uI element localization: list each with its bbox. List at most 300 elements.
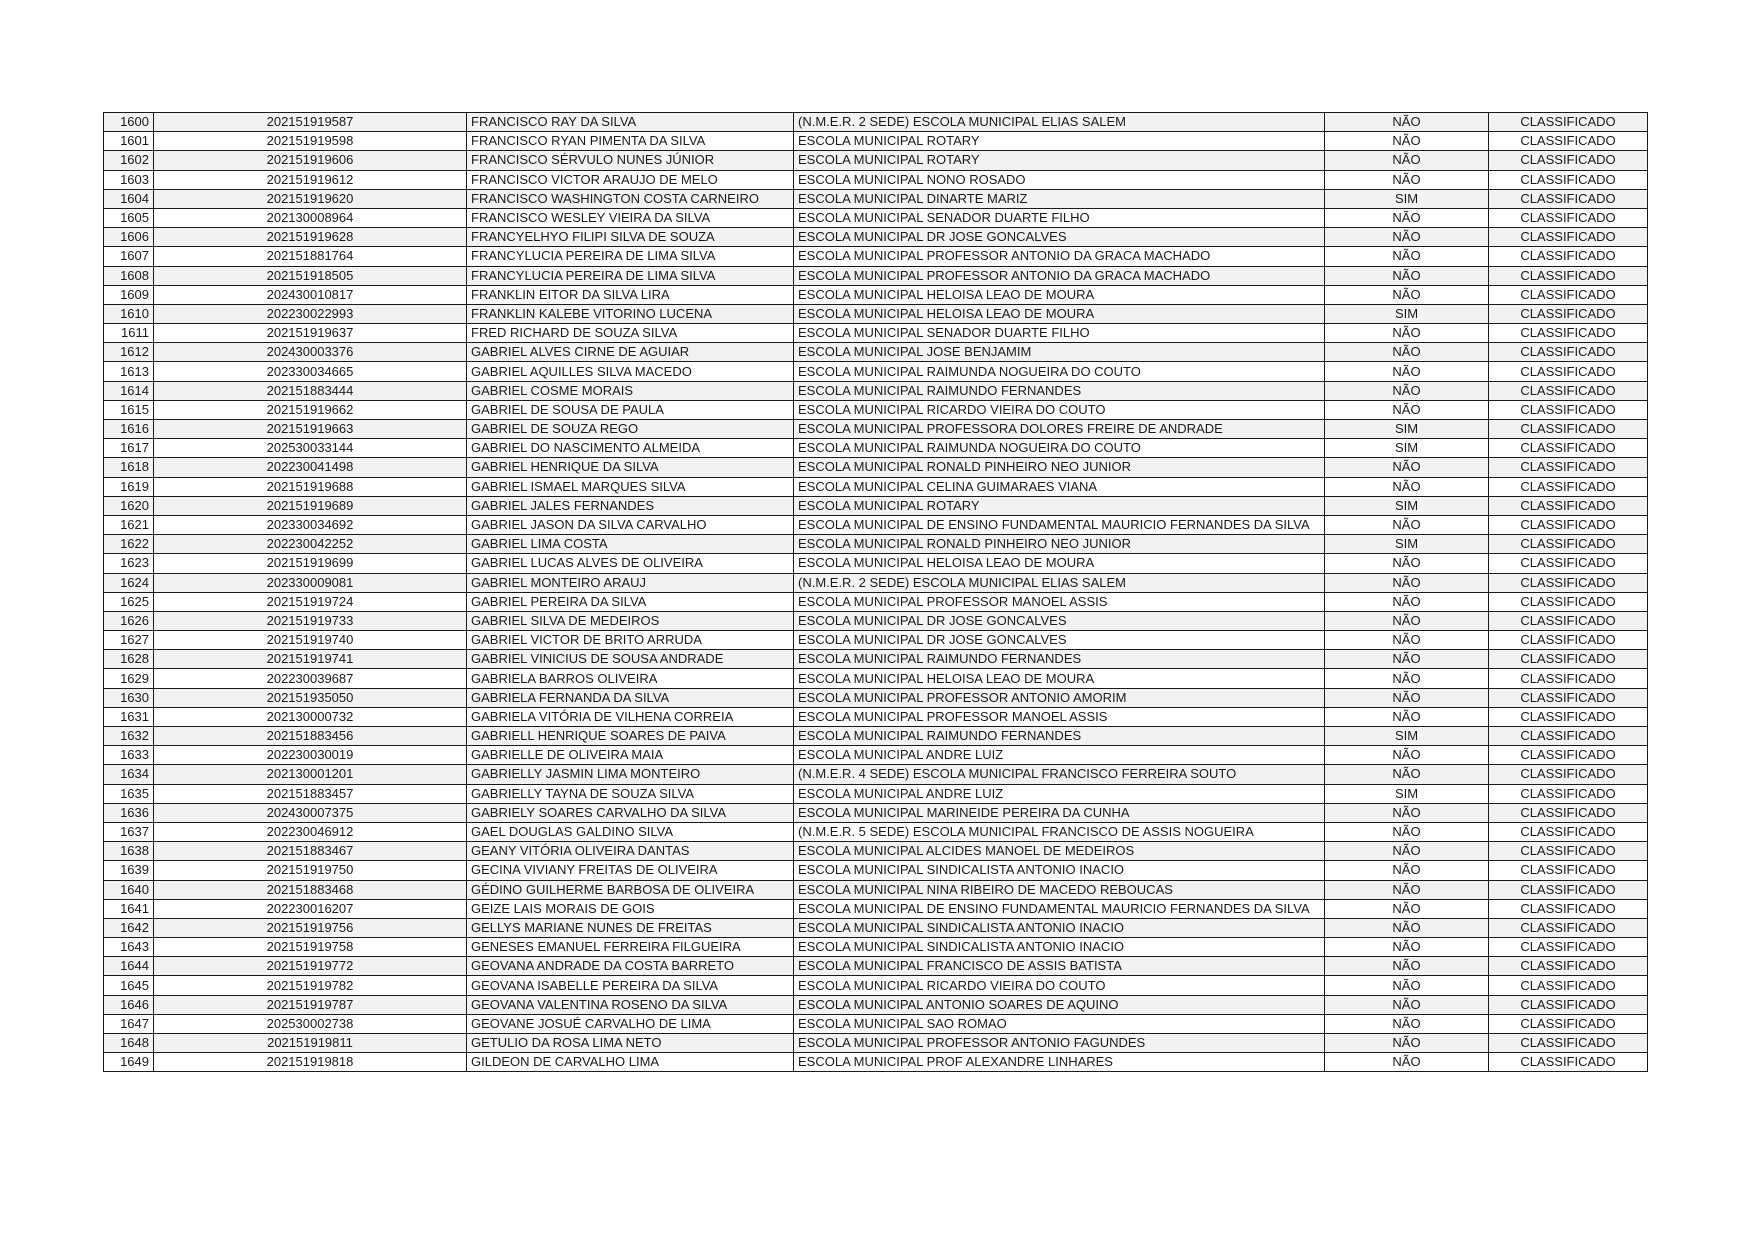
student-name: GABRIEL HENRIQUE DA SILVA	[467, 458, 794, 477]
status-value: CLASSIFICADO	[1489, 439, 1648, 458]
school-name: ESCOLA MUNICIPAL RONALD PINHEIRO NEO JUNIOR	[794, 458, 1325, 477]
row-number: 1610	[104, 304, 154, 323]
table-row	[104, 669, 1648, 688]
table-row	[104, 228, 1648, 247]
table-row	[104, 650, 1648, 669]
school-name: ESCOLA MUNICIPAL JOSE BENJAMIM	[794, 343, 1325, 362]
school-name: ESCOLA MUNICIPAL RAIMUNDA NOGUEIRA DO COUTO	[794, 439, 1325, 458]
registration-id: 202151919741	[154, 650, 467, 669]
flag-value: NÃO	[1325, 247, 1489, 266]
registration-id: 202430007375	[154, 803, 467, 822]
table-row	[104, 362, 1648, 381]
student-name: FRANCISCO SÉRVULO NUNES JÚNIOR	[467, 151, 794, 170]
student-name: GEIZE LAIS MORAIS DE GOIS	[467, 899, 794, 918]
table-row	[104, 304, 1648, 323]
row-number: 1642	[104, 918, 154, 937]
table-row	[104, 439, 1648, 458]
status-value: CLASSIFICADO	[1489, 1014, 1648, 1033]
student-name: GABRIEL LUCAS ALVES DE OLIVEIRA	[467, 554, 794, 573]
registration-id: 202151883456	[154, 727, 467, 746]
student-name: GABRIEL MONTEIRO ARAUJ	[467, 573, 794, 592]
row-number: 1605	[104, 208, 154, 227]
status-value: CLASSIFICADO	[1489, 285, 1648, 304]
status-value: CLASSIFICADO	[1489, 957, 1648, 976]
flag-value: NÃO	[1325, 285, 1489, 304]
table-row	[104, 477, 1648, 496]
school-name: ESCOLA MUNICIPAL ROTARY	[794, 132, 1325, 151]
row-number: 1611	[104, 324, 154, 343]
row-number: 1623	[104, 554, 154, 573]
status-value: CLASSIFICADO	[1489, 861, 1648, 880]
school-name: ESCOLA MUNICIPAL HELOISA LEAO DE MOURA	[794, 285, 1325, 304]
student-name: GABRIEL LIMA COSTA	[467, 535, 794, 554]
school-name: ESCOLA MUNICIPAL PROFESSOR ANTONIO FAGUNDES	[794, 1034, 1325, 1053]
student-name: FRANCISCO VICTOR ARAUJO DE MELO	[467, 170, 794, 189]
flag-value: NÃO	[1325, 362, 1489, 381]
table-row	[104, 1014, 1648, 1033]
table-row	[104, 285, 1648, 304]
table-row	[104, 420, 1648, 439]
table-row	[104, 1053, 1648, 1072]
row-number: 1641	[104, 899, 154, 918]
status-value: CLASSIFICADO	[1489, 746, 1648, 765]
student-name: GABRIELA BARROS OLIVEIRA	[467, 669, 794, 688]
flag-value: NÃO	[1325, 995, 1489, 1014]
table-row	[104, 918, 1648, 937]
table-row	[104, 861, 1648, 880]
status-value: CLASSIFICADO	[1489, 688, 1648, 707]
registration-id: 202151919620	[154, 189, 467, 208]
status-value: CLASSIFICADO	[1489, 324, 1648, 343]
school-name: ESCOLA MUNICIPAL SINDICALISTA ANTONIO INACIO	[794, 861, 1325, 880]
table-row	[104, 727, 1648, 746]
table-row	[104, 611, 1648, 630]
table-row	[104, 765, 1648, 784]
student-name: FRANCISCO WASHINGTON COSTA CARNEIRO	[467, 189, 794, 208]
flag-value: SIM	[1325, 784, 1489, 803]
row-number: 1645	[104, 976, 154, 995]
registration-id: 202151919782	[154, 976, 467, 995]
status-value: CLASSIFICADO	[1489, 899, 1648, 918]
flag-value: NÃO	[1325, 976, 1489, 995]
row-number: 1637	[104, 822, 154, 841]
flag-value: NÃO	[1325, 746, 1489, 765]
table-row	[104, 688, 1648, 707]
registration-id: 202230046912	[154, 822, 467, 841]
student-name: GABRIEL COSME MORAIS	[467, 381, 794, 400]
status-value: CLASSIFICADO	[1489, 132, 1648, 151]
row-number: 1629	[104, 669, 154, 688]
table-row	[104, 938, 1648, 957]
status-value: CLASSIFICADO	[1489, 400, 1648, 419]
school-name: ESCOLA MUNICIPAL HELOISA LEAO DE MOURA	[794, 669, 1325, 688]
registration-id: 202151919662	[154, 400, 467, 419]
status-value: CLASSIFICADO	[1489, 113, 1648, 132]
flag-value: SIM	[1325, 304, 1489, 323]
table-row	[104, 189, 1648, 208]
status-value: CLASSIFICADO	[1489, 343, 1648, 362]
registration-id: 202151919756	[154, 918, 467, 937]
school-name: ESCOLA MUNICIPAL DINARTE MARIZ	[794, 189, 1325, 208]
school-name: (N.M.E.R. 4 SEDE) ESCOLA MUNICIPAL FRANCISCO FERREIRA SOUTO	[794, 765, 1325, 784]
school-name: ESCOLA MUNICIPAL ANDRE LUIZ	[794, 784, 1325, 803]
status-value: CLASSIFICADO	[1489, 170, 1648, 189]
school-name: ESCOLA MUNICIPAL SINDICALISTA ANTONIO INACIO	[794, 918, 1325, 937]
student-name: GABRIEL SILVA DE MEDEIROS	[467, 611, 794, 630]
flag-value: NÃO	[1325, 228, 1489, 247]
flag-value: NÃO	[1325, 957, 1489, 976]
row-number: 1624	[104, 573, 154, 592]
table-row	[104, 899, 1648, 918]
registration-id: 202530033144	[154, 439, 467, 458]
school-name: ESCOLA MUNICIPAL SENADOR DUARTE FILHO	[794, 324, 1325, 343]
status-value: CLASSIFICADO	[1489, 822, 1648, 841]
student-name: GABRIEL AQUILLES SILVA MACEDO	[467, 362, 794, 381]
school-name: ESCOLA MUNICIPAL SINDICALISTA ANTONIO INACIO	[794, 938, 1325, 957]
table-body	[104, 113, 1648, 1072]
status-value: CLASSIFICADO	[1489, 381, 1648, 400]
status-value: CLASSIFICADO	[1489, 189, 1648, 208]
status-value: CLASSIFICADO	[1489, 631, 1648, 650]
status-value: CLASSIFICADO	[1489, 515, 1648, 534]
table-row	[104, 208, 1648, 227]
table-row	[104, 151, 1648, 170]
row-number: 1604	[104, 189, 154, 208]
table-row	[104, 535, 1648, 554]
registration-id: 202151883467	[154, 842, 467, 861]
status-value: CLASSIFICADO	[1489, 266, 1648, 285]
flag-value: NÃO	[1325, 266, 1489, 285]
registration-id: 202151883457	[154, 784, 467, 803]
status-value: CLASSIFICADO	[1489, 535, 1648, 554]
registration-id: 202230041498	[154, 458, 467, 477]
status-value: CLASSIFICADO	[1489, 208, 1648, 227]
classification-table	[103, 112, 1648, 1072]
flag-value: NÃO	[1325, 880, 1489, 899]
registration-id: 202130008964	[154, 208, 467, 227]
flag-value: NÃO	[1325, 477, 1489, 496]
row-number: 1627	[104, 631, 154, 650]
student-name: GAEL DOUGLAS GALDINO SILVA	[467, 822, 794, 841]
student-name: GABRIEL JASON DA SILVA CARVALHO	[467, 515, 794, 534]
row-number: 1634	[104, 765, 154, 784]
status-value: CLASSIFICADO	[1489, 247, 1648, 266]
table-row	[104, 113, 1648, 132]
registration-id: 202151883468	[154, 880, 467, 899]
status-value: CLASSIFICADO	[1489, 573, 1648, 592]
school-name: ESCOLA MUNICIPAL DR JOSE GONCALVES	[794, 228, 1325, 247]
flag-value: NÃO	[1325, 208, 1489, 227]
row-number: 1602	[104, 151, 154, 170]
flag-value: NÃO	[1325, 554, 1489, 573]
table-row	[104, 343, 1648, 362]
row-number: 1619	[104, 477, 154, 496]
row-number: 1614	[104, 381, 154, 400]
status-value: CLASSIFICADO	[1489, 727, 1648, 746]
row-number: 1618	[104, 458, 154, 477]
school-name: ESCOLA MUNICIPAL CELINA GUIMARAES VIANA	[794, 477, 1325, 496]
school-name: ESCOLA MUNICIPAL ROTARY	[794, 496, 1325, 515]
student-name: FRANCYLUCIA PEREIRA DE LIMA SILVA	[467, 266, 794, 285]
registration-id: 202151919628	[154, 228, 467, 247]
row-number: 1621	[104, 515, 154, 534]
student-name: GILDEON DE CARVALHO LIMA	[467, 1053, 794, 1072]
registration-id: 202151919818	[154, 1053, 467, 1072]
status-value: CLASSIFICADO	[1489, 151, 1648, 170]
school-name: ESCOLA MUNICIPAL PROFESSOR MANOEL ASSIS	[794, 592, 1325, 611]
row-number: 1632	[104, 727, 154, 746]
student-name: GABRIEL VICTOR DE BRITO ARRUDA	[467, 631, 794, 650]
school-name: ESCOLA MUNICIPAL RAIMUNDO FERNANDES	[794, 381, 1325, 400]
student-name: GABRIELA FERNANDA DA SILVA	[467, 688, 794, 707]
status-value: CLASSIFICADO	[1489, 362, 1648, 381]
registration-id: 202151919637	[154, 324, 467, 343]
school-name: ESCOLA MUNICIPAL DR JOSE GONCALVES	[794, 631, 1325, 650]
student-name: GENESES EMANUEL FERREIRA FILGUEIRA	[467, 938, 794, 957]
table-row	[104, 496, 1648, 515]
table-row	[104, 170, 1648, 189]
student-name: FRANCISCO RYAN PIMENTA DA SILVA	[467, 132, 794, 151]
row-number: 1600	[104, 113, 154, 132]
school-name: ESCOLA MUNICIPAL DE ENSINO FUNDAMENTAL MAURICIO FERNANDES DA SILVA	[794, 899, 1325, 918]
row-number: 1626	[104, 611, 154, 630]
row-number: 1639	[104, 861, 154, 880]
row-number: 1620	[104, 496, 154, 515]
student-name: GABRIEL JALES FERNANDES	[467, 496, 794, 515]
status-value: CLASSIFICADO	[1489, 880, 1648, 899]
flag-value: NÃO	[1325, 592, 1489, 611]
school-name: ESCOLA MUNICIPAL ALCIDES MANOEL DE MEDEIROS	[794, 842, 1325, 861]
status-value: CLASSIFICADO	[1489, 304, 1648, 323]
school-name: ESCOLA MUNICIPAL RAIMUNDO FERNANDES	[794, 650, 1325, 669]
status-value: CLASSIFICADO	[1489, 458, 1648, 477]
school-name: ESCOLA MUNICIPAL DE ENSINO FUNDAMENTAL MAURICIO FERNANDES DA SILVA	[794, 515, 1325, 534]
table-row	[104, 1034, 1648, 1053]
registration-id: 202151919598	[154, 132, 467, 151]
table-row	[104, 995, 1648, 1014]
status-value: CLASSIFICADO	[1489, 477, 1648, 496]
registration-id: 202151919724	[154, 592, 467, 611]
registration-id: 202151881764	[154, 247, 467, 266]
school-name: (N.M.E.R. 5 SEDE) ESCOLA MUNICIPAL FRANCISCO DE ASSIS NOGUEIRA	[794, 822, 1325, 841]
flag-value: NÃO	[1325, 132, 1489, 151]
school-name: ESCOLA MUNICIPAL PROFESSORA DOLORES FREIRE DE ANDRADE	[794, 420, 1325, 439]
table-row	[104, 842, 1648, 861]
student-name: GABRIEL DE SOUZA REGO	[467, 420, 794, 439]
registration-id: 202330009081	[154, 573, 467, 592]
table-row	[104, 746, 1648, 765]
table-row	[104, 458, 1648, 477]
row-number: 1646	[104, 995, 154, 1014]
registration-id: 202151919733	[154, 611, 467, 630]
status-value: CLASSIFICADO	[1489, 669, 1648, 688]
student-name: GABRIELL HENRIQUE SOARES DE PAIVA	[467, 727, 794, 746]
flag-value: NÃO	[1325, 688, 1489, 707]
registration-id: 202151935050	[154, 688, 467, 707]
flag-value: SIM	[1325, 420, 1489, 439]
student-name: FRANCISCO RAY DA SILVA	[467, 113, 794, 132]
registration-id: 202151919787	[154, 995, 467, 1014]
student-name: GABRIEL VINICIUS DE SOUSA ANDRADE	[467, 650, 794, 669]
student-name: GABRIEL DE SOUSA DE PAULA	[467, 400, 794, 419]
school-name: ESCOLA MUNICIPAL FRANCISCO DE ASSIS BATISTA	[794, 957, 1325, 976]
flag-value: NÃO	[1325, 899, 1489, 918]
school-name: ESCOLA MUNICIPAL ROTARY	[794, 151, 1325, 170]
flag-value: NÃO	[1325, 631, 1489, 650]
student-name: FRED RICHARD DE SOUZA SILVA	[467, 324, 794, 343]
table-row	[104, 400, 1648, 419]
registration-id: 202230016207	[154, 899, 467, 918]
row-number: 1622	[104, 535, 154, 554]
row-number: 1631	[104, 707, 154, 726]
table-row	[104, 266, 1648, 285]
flag-value: NÃO	[1325, 803, 1489, 822]
school-name: ESCOLA MUNICIPAL PROF ALEXANDRE LINHARES	[794, 1053, 1325, 1072]
registration-id: 202430003376	[154, 343, 467, 362]
school-name: ESCOLA MUNICIPAL PROFESSOR ANTONIO AMORIM	[794, 688, 1325, 707]
row-number: 1636	[104, 803, 154, 822]
flag-value: SIM	[1325, 439, 1489, 458]
table-row	[104, 515, 1648, 534]
student-name: GEANY VITÓRIA OLIVEIRA DANTAS	[467, 842, 794, 861]
flag-value: NÃO	[1325, 324, 1489, 343]
flag-value: NÃO	[1325, 515, 1489, 534]
flag-value: NÃO	[1325, 573, 1489, 592]
flag-value: SIM	[1325, 727, 1489, 746]
table-row	[104, 554, 1648, 573]
row-number: 1648	[104, 1034, 154, 1053]
flag-value: NÃO	[1325, 151, 1489, 170]
school-name: ESCOLA MUNICIPAL ANTONIO SOARES DE AQUINO	[794, 995, 1325, 1014]
table-row	[104, 822, 1648, 841]
status-value: CLASSIFICADO	[1489, 611, 1648, 630]
school-name: (N.M.E.R. 2 SEDE) ESCOLA MUNICIPAL ELIAS SALEM	[794, 113, 1325, 132]
registration-id: 202230030019	[154, 746, 467, 765]
student-name: GEOVANA ISABELLE PEREIRA DA SILVA	[467, 976, 794, 995]
table-row	[104, 976, 1648, 995]
registration-id: 202151883444	[154, 381, 467, 400]
row-number: 1607	[104, 247, 154, 266]
row-number: 1601	[104, 132, 154, 151]
student-name: GELLYS MARIANE NUNES DE FREITAS	[467, 918, 794, 937]
registration-id: 202130000732	[154, 707, 467, 726]
student-name: FRANCYELHYO FILIPI SILVA DE SOUZA	[467, 228, 794, 247]
student-name: GEOVANA VALENTINA ROSENO DA SILVA	[467, 995, 794, 1014]
status-value: CLASSIFICADO	[1489, 228, 1648, 247]
row-number: 1630	[104, 688, 154, 707]
row-number: 1612	[104, 343, 154, 362]
flag-value: NÃO	[1325, 611, 1489, 630]
row-number: 1640	[104, 880, 154, 899]
table-row	[104, 784, 1648, 803]
row-number: 1649	[104, 1053, 154, 1072]
registration-id: 202330034692	[154, 515, 467, 534]
registration-id: 202151919740	[154, 631, 467, 650]
school-name: ESCOLA MUNICIPAL HELOISA LEAO DE MOURA	[794, 554, 1325, 573]
student-name: FRANKLIN EITOR DA SILVA LIRA	[467, 285, 794, 304]
status-value: CLASSIFICADO	[1489, 918, 1648, 937]
registration-id: 202130001201	[154, 765, 467, 784]
status-value: CLASSIFICADO	[1489, 803, 1648, 822]
table-row	[104, 324, 1648, 343]
row-number: 1628	[104, 650, 154, 669]
flag-value: NÃO	[1325, 765, 1489, 784]
flag-value: NÃO	[1325, 938, 1489, 957]
status-value: CLASSIFICADO	[1489, 938, 1648, 957]
status-value: CLASSIFICADO	[1489, 592, 1648, 611]
flag-value: NÃO	[1325, 822, 1489, 841]
row-number: 1606	[104, 228, 154, 247]
status-value: CLASSIFICADO	[1489, 976, 1648, 995]
table-row	[104, 573, 1648, 592]
flag-value: NÃO	[1325, 400, 1489, 419]
row-number: 1609	[104, 285, 154, 304]
school-name: ESCOLA MUNICIPAL SENADOR DUARTE FILHO	[794, 208, 1325, 227]
school-name: ESCOLA MUNICIPAL PROFESSOR ANTONIO DA GRACA MACHADO	[794, 247, 1325, 266]
registration-id: 202151919587	[154, 113, 467, 132]
school-name: ESCOLA MUNICIPAL RAIMUNDA NOGUEIRA DO COUTO	[794, 362, 1325, 381]
student-name: GETULIO DA ROSA LIMA NETO	[467, 1034, 794, 1053]
registration-id: 202151919750	[154, 861, 467, 880]
student-name: GABRIELLY TAYNA DE SOUZA SILVA	[467, 784, 794, 803]
flag-value: NÃO	[1325, 861, 1489, 880]
table-row	[104, 957, 1648, 976]
status-value: CLASSIFICADO	[1489, 842, 1648, 861]
student-name: GABRIEL ALVES CIRNE DE AGUIAR	[467, 343, 794, 362]
row-number: 1643	[104, 938, 154, 957]
student-name: GABRIELLE DE OLIVEIRA MAIA	[467, 746, 794, 765]
registration-id: 202151919612	[154, 170, 467, 189]
row-number: 1615	[104, 400, 154, 419]
school-name: ESCOLA MUNICIPAL PROFESSOR ANTONIO DA GRACA MACHADO	[794, 266, 1325, 285]
flag-value: SIM	[1325, 535, 1489, 554]
status-value: CLASSIFICADO	[1489, 1034, 1648, 1053]
registration-id: 202230022993	[154, 304, 467, 323]
flag-value: NÃO	[1325, 170, 1489, 189]
table-row	[104, 381, 1648, 400]
registration-id: 202151919811	[154, 1034, 467, 1053]
registration-id: 202151918505	[154, 266, 467, 285]
school-name: ESCOLA MUNICIPAL HELOISA LEAO DE MOURA	[794, 304, 1325, 323]
row-number: 1617	[104, 439, 154, 458]
status-value: CLASSIFICADO	[1489, 784, 1648, 803]
registration-id: 202151919689	[154, 496, 467, 515]
row-number: 1647	[104, 1014, 154, 1033]
registration-id: 202230039687	[154, 669, 467, 688]
table-row	[104, 592, 1648, 611]
registration-id: 202430010817	[154, 285, 467, 304]
school-name: ESCOLA MUNICIPAL NONO ROSADO	[794, 170, 1325, 189]
student-name: GABRIEL ISMAEL MARQUES SILVA	[467, 477, 794, 496]
flag-value: NÃO	[1325, 1014, 1489, 1033]
row-number: 1616	[104, 420, 154, 439]
flag-value: NÃO	[1325, 1034, 1489, 1053]
flag-value: NÃO	[1325, 343, 1489, 362]
table-row	[104, 247, 1648, 266]
student-name: GABRIELA VITÓRIA DE VILHENA CORREIA	[467, 707, 794, 726]
table-row	[104, 880, 1648, 899]
status-value: CLASSIFICADO	[1489, 496, 1648, 515]
student-name: GABRIELLY JASMIN LIMA MONTEIRO	[467, 765, 794, 784]
flag-value: SIM	[1325, 189, 1489, 208]
status-value: CLASSIFICADO	[1489, 1053, 1648, 1072]
registration-id: 202151919688	[154, 477, 467, 496]
table-row	[104, 803, 1648, 822]
flag-value: NÃO	[1325, 650, 1489, 669]
flag-value: NÃO	[1325, 842, 1489, 861]
registration-id: 202151919663	[154, 420, 467, 439]
table-row	[104, 132, 1648, 151]
